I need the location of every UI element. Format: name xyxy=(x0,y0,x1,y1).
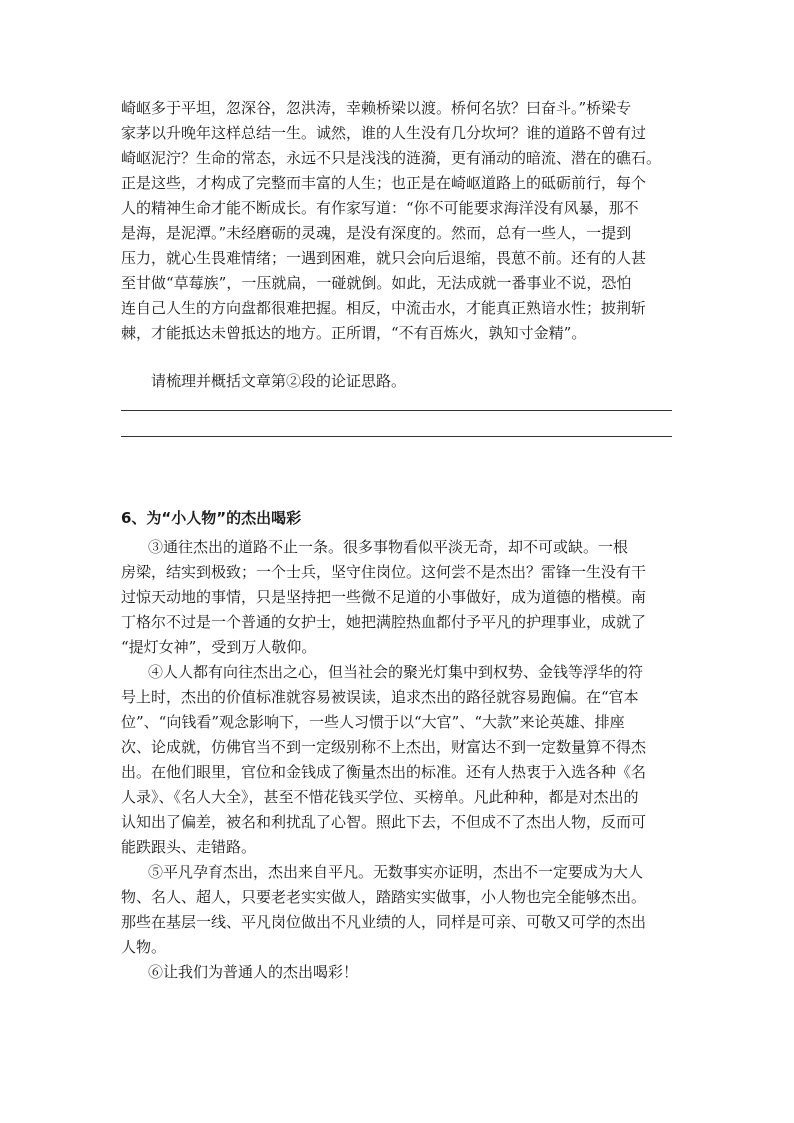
answer-line-1[interactable] xyxy=(121,410,672,411)
paragraph-line: 过惊天动地的事情，只是坚持把一些微不足道的小事做好，成为道德的楷模。南 xyxy=(121,588,647,606)
paragraph-line: 人录》、《名人大全》，甚至不惜花钱买学位、买榜单。凡此种种，都是对杰出的 xyxy=(121,788,639,806)
passage-line: 压力，就心生畏难情绪；一遇到困难，就只会向后退缩，畏葸不前。还有的人甚 xyxy=(121,249,647,267)
passage-line: 人的精神生命才能不断成长。有作家写道：“你不可能要求海洋没有风暴，那不 xyxy=(121,199,639,217)
passage-line: 棘，才能抵达未曾抵达的地方。正所谓，“不有百炼火，孰知寸金精”。 xyxy=(121,324,587,342)
passage-line: 家茅以升晚年这样总结一生。诚然，谁的人生没有几分坎坷？谁的道路不曾有过 xyxy=(121,124,647,142)
section-heading: 6、为“小人物”的杰出喝彩 xyxy=(121,509,302,527)
paragraph-line: 位”、“向钱看”观念影响下，一些人习惯于以“大官”、“大款”来论英雄、排座 xyxy=(121,713,625,731)
paragraph-line: ④人人都有向往杰出之心，但当社会的聚光灯集中到权势、金钱等浮华的符 xyxy=(148,663,644,681)
paragraph-line: 物、名人、超人，只要老老实实做人，踏踏实实做事，小人物也完全能够杰出。 xyxy=(121,888,647,906)
passage-line: 崎岖泥泞？生命的常态，永远不只是浅浅的涟漪，更有涌动的暗流、潜在的礁石。 xyxy=(121,149,662,167)
passage-line: 是海，是泥潭。”未经磨砺的灵魂，是没有深度的。然而，总有一些人，一提到 xyxy=(121,224,632,242)
passage-line: 崎岖多于平坦，忽深谷，忽洪涛，幸赖桥梁以渡。桥何名欤？曰奋斗。”桥梁专 xyxy=(121,99,632,117)
question-prompt: 请梳理并概括文章第②段的论证思路。 xyxy=(151,372,407,390)
paragraph-line: 认知出了偏差，被名和利扰乱了心智。照此下去，不但成不了杰出人物，反而可 xyxy=(121,813,647,831)
paragraph-line: 次、论成就，仿佛官当不到一定级别称不上杰出，财富达不到一定数量算不得杰 xyxy=(121,738,647,756)
paragraph-line: 出。在他们眼里，官位和金钱成了衡量杰出的标准。还有人热衷于入选各种《名 xyxy=(121,763,647,781)
paragraph-line: 那些在基层一线、平凡岗位做出不凡业绩的人，同样是可亲、可敬又可学的杰出 xyxy=(121,913,647,931)
paragraph-line: ③通往杰出的道路不止一条。很多事物看似平淡无奇，却不可或缺。一根 xyxy=(148,538,629,556)
answer-line-2[interactable] xyxy=(121,436,672,437)
paragraph-line: 号上时，杰出的价值标准就容易被误读，追求杰出的路径就容易跑偏。在“官本 xyxy=(121,688,639,706)
paragraph-line: 能跌跟头、走错路。 xyxy=(121,838,257,856)
paragraph-line: ⑥让我们为普通人的杰出喝彩！ xyxy=(148,963,359,981)
paragraph-line: “提灯女神”，受到万人敬仰。 xyxy=(121,638,317,656)
passage-line: 正是这些，才构成了完整而丰富的人生；也正是在崎岖道路上的砥砺前行，每个 xyxy=(121,174,647,192)
paragraph-line: 人物。 xyxy=(121,938,167,956)
paragraph-line: ⑤平凡孕育杰出，杰出来自平凡。无数事实亦证明，杰出不一定要成为大人 xyxy=(148,863,644,881)
passage-line: 至甘做“草莓族”，一压就扁，一碰就倒。如此，无法成就一番事业不说，恐怕 xyxy=(121,274,632,292)
paragraph-line: 房梁，结实到极致；一个士兵，坚守住岗位。这何尝不是杰出？雷锋一生没有干 xyxy=(121,563,647,581)
paragraph-line: 丁格尔不过是一个普通的女护士，她把满腔热血都付予平凡的护理事业，成就了 xyxy=(121,613,647,631)
passage-line: 连自己人生的方向盘都很难把握。相反，中流击水，才能真正熟谙水性；披荆斩 xyxy=(121,299,647,317)
